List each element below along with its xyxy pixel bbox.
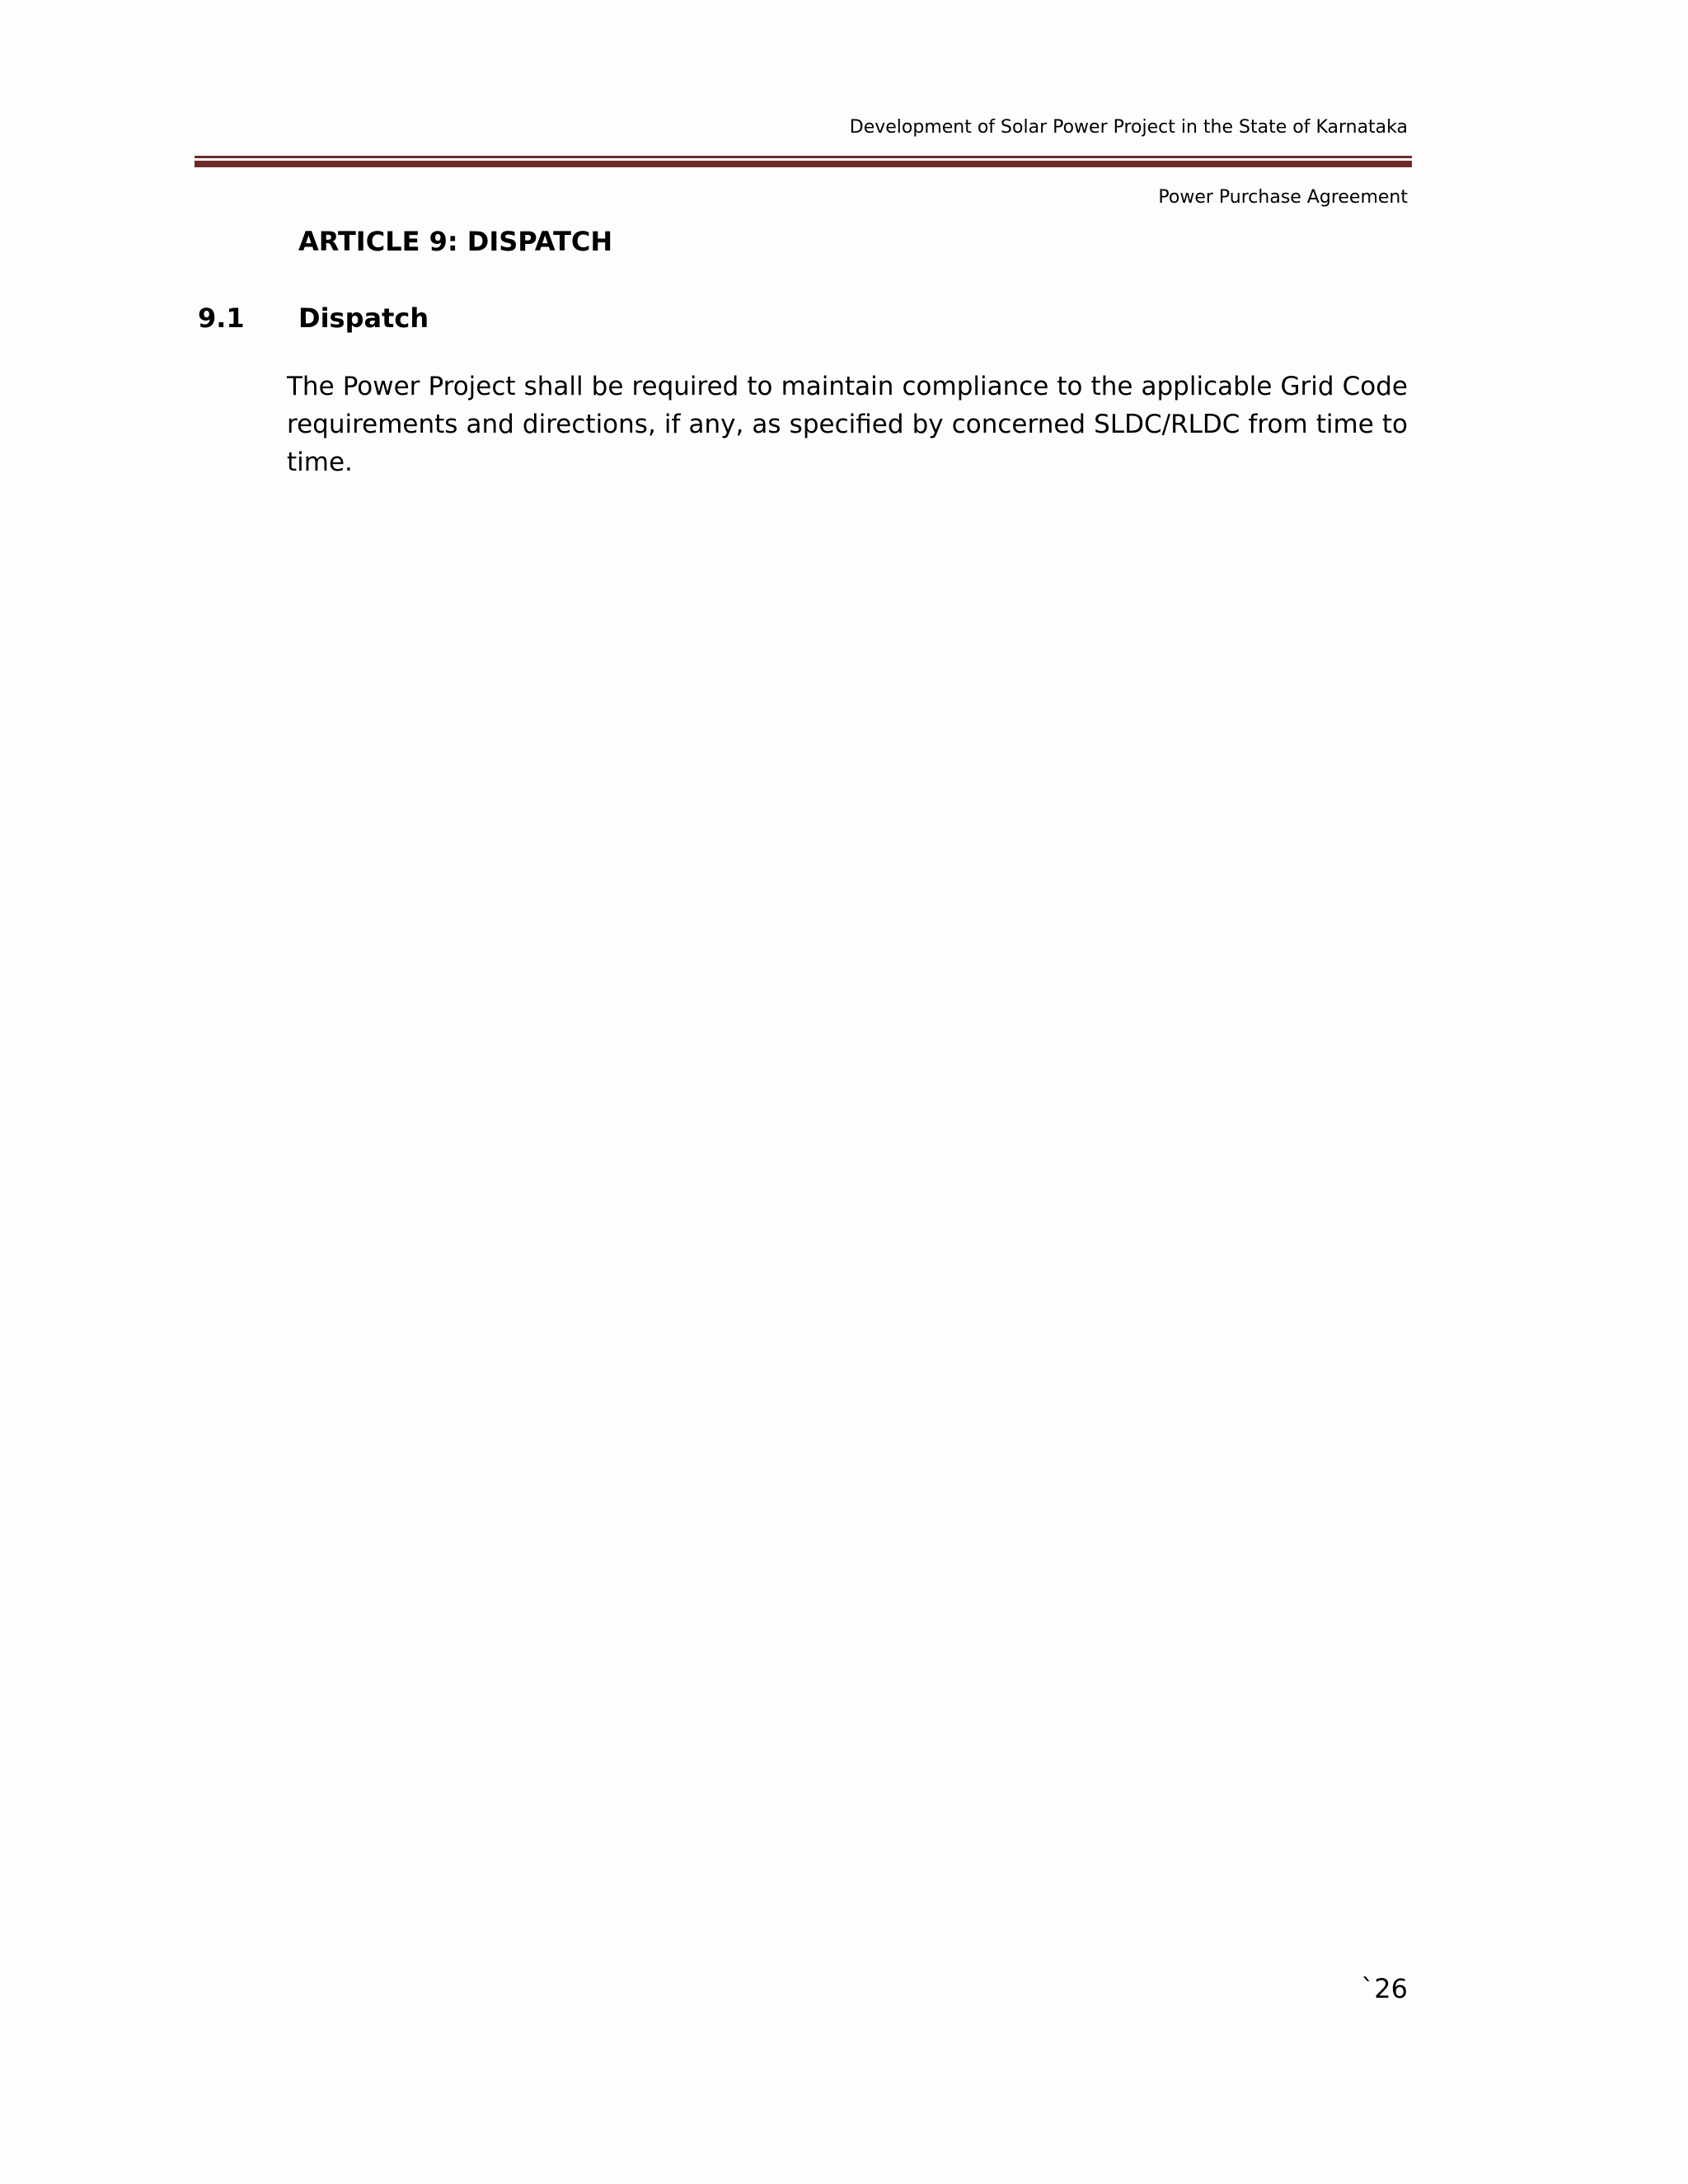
section-number: 9.1 <box>198 302 245 334</box>
running-header-subtitle: Power Purchase Agreement <box>1158 187 1408 208</box>
header-divider <box>195 156 1412 169</box>
header-divider-thick-line <box>195 161 1412 167</box>
page-number: `26 <box>1361 1973 1408 2004</box>
article-heading: ARTICLE 9: DISPATCH <box>298 226 613 257</box>
section-heading: Dispatch <box>298 302 429 334</box>
running-header-title: Development of Solar Power Project in the State of Karnataka <box>849 117 1408 138</box>
section-body-paragraph: The Power Project shall be required to maintain compliance to the applicable Grid Code requirements and directions, if any, as specified by concerned SLDC/RLDC from time to time. <box>287 372 1408 477</box>
header-divider-thin-line <box>195 156 1412 158</box>
